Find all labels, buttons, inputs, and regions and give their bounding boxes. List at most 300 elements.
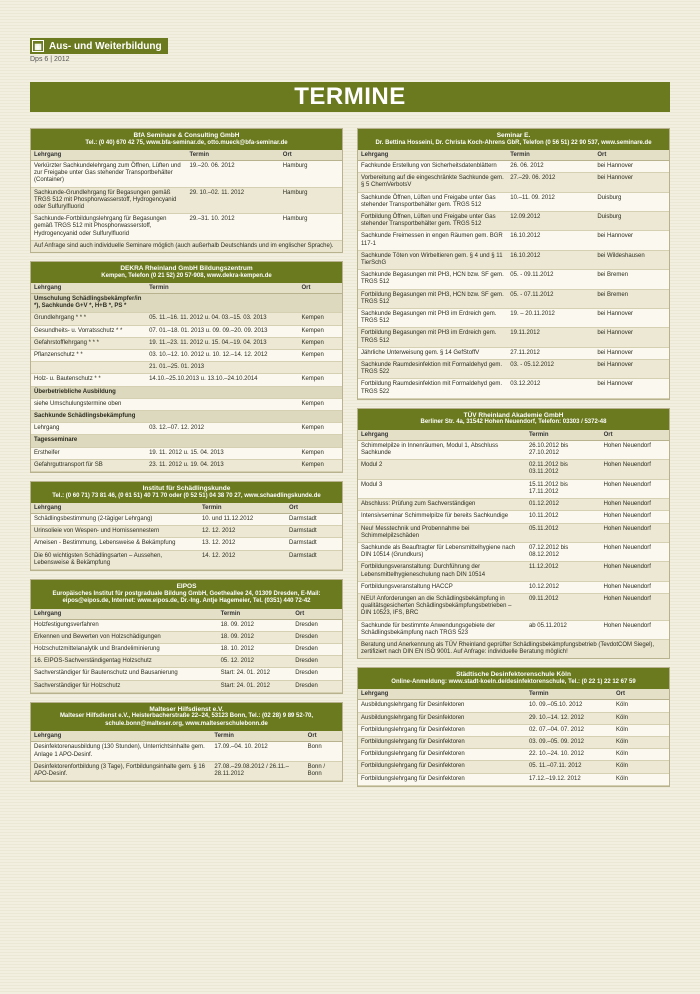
table-row (358, 289, 669, 308)
location-cell: bei Wildeshausen (594, 250, 669, 269)
date-cell: 05.11.2012 (526, 523, 601, 542)
course-cell: Desinfektorenausbildung (130 Stunden), Unterrichtsinhalte gem. Anlage 1 APO-Desinf. (31, 742, 211, 761)
course-cell: Tagesseminare (31, 435, 146, 447)
block-header (358, 409, 669, 430)
location-cell: bei Hannover (594, 379, 669, 398)
location-cell: Darmstadt (286, 538, 342, 550)
date-cell: 09.11.2012 (526, 593, 601, 620)
table-row (31, 386, 342, 398)
table-row (358, 562, 669, 581)
table-row (358, 542, 669, 561)
section-label: Aus- und Weiterbildung (49, 40, 162, 52)
org-name: DEKRA Rheinland GmbH Bildungszentrum (120, 265, 253, 273)
col-termin: Termin (199, 503, 286, 514)
table-row (31, 411, 342, 423)
date-cell: 16.10.2012 (507, 250, 594, 269)
course-cell: Fortbildung Öffnen, Lüften und Freigabe unter Gas stehender Transportbehälter gem. TRGS 512 (358, 212, 507, 231)
table-row (31, 619, 342, 631)
block-header (31, 129, 342, 150)
date-cell: 17.12.–19.12. 2012 (526, 773, 613, 785)
date-cell (146, 294, 298, 313)
course-cell: Fortbildung Begasungen mit PH3 im Erdreich gem. TRGS 512 (358, 328, 507, 347)
date-cell: ab 05.11.2012 (526, 620, 601, 639)
course-cell: Fortbildungslehrgang für Desinfektoren (358, 736, 526, 748)
location-cell (298, 411, 342, 423)
org-contact: Tel.: (0 40) 670 42 75, www.bfa-seminar.de, otto.mueck@bfa-seminar.de (85, 139, 288, 146)
table-row (31, 313, 342, 325)
table-row (358, 347, 669, 359)
date-cell: 05. 12. 2012 (218, 656, 293, 668)
date-cell: 18. 10. 2012 (218, 644, 293, 656)
block-header (358, 668, 669, 689)
course-cell: NEU! Anforderungen an die Schädlingsbekämpfung in qualitätsgesicherten Schädlingsbekämpfungsbetrieben – DIN 10523, IFS, BRC (358, 593, 526, 620)
location-cell: Köln (613, 773, 669, 785)
location-cell: Köln (613, 712, 669, 724)
date-cell: 15.11.2012 bis 17.11.2012 (526, 479, 601, 498)
course-cell: Fortbildung Raumdesinfektion mit Formaldehyd gem. TRGS 522 (358, 379, 507, 398)
date-cell: 05. 11.–16. 11. 2012 u. 04. 03.–15. 03. 2013 (146, 313, 298, 325)
table-row (358, 173, 669, 192)
tuv-block (357, 408, 670, 659)
col-termin: Termin (218, 609, 293, 620)
course-cell: Fortbildung Begasungen mit PH3, HCN bzw. SF gem. TRGS 512 (358, 289, 507, 308)
bfa-block (30, 128, 343, 253)
col-ort: Ort (305, 731, 342, 742)
course-cell: Sachkunde Raumdesinfektion mit Formaldehyd gem. TRGS 522 (358, 360, 507, 379)
course-cell: Schädlingsbestimmung (2-tägiger Lehrgang) (31, 514, 199, 526)
table-row (358, 712, 669, 724)
table-row (358, 440, 669, 459)
date-cell: 14. 12. 2012 (199, 550, 286, 569)
course-cell: Erkennen und Bewerten von Holzschädigungen (31, 631, 218, 643)
location-cell: bei Hannover (594, 360, 669, 379)
table-row (358, 523, 669, 542)
course-cell: Holzfestigungsverfahren (31, 619, 218, 631)
course-cell: Ameisen - Bestimmung, Lebensweise & Bekämpfung (31, 538, 199, 550)
table-row (31, 398, 342, 410)
date-cell: 19. – 20.11.2012 (507, 309, 594, 328)
course-cell: Umschulung Schädlingsbekämpfer/in *), Sachkunde G+V *, H+B *, PS * (31, 294, 146, 313)
table-row (31, 514, 342, 526)
col-termin: Termin (526, 430, 601, 441)
course-cell: Fortbildungsveranstaltung HACCP (358, 581, 526, 593)
course-cell: Jährliche Unterweisung gem. § 14 GefStoffV (358, 347, 507, 359)
table-row (358, 360, 669, 379)
org-contact: Europäisches Institut für postgraduale Bildung GmbH, Goetheallee 24, 01309 Dresden, E-Mail: eipos@eipos.de, Internet: www.eipos.de, Dr.-Ing. Antje Hagemeier, Tel. (0351) 440 72-42 (52, 590, 321, 605)
location-cell: Hohen Neuendorf (601, 542, 669, 561)
org-name: Malteser Hilfsdienst e.V. (149, 705, 224, 713)
table-row (31, 538, 342, 550)
date-cell: 03. 09.–05. 09. 2012 (526, 736, 613, 748)
course-cell: Lehrgang (31, 423, 146, 435)
section-tag (30, 38, 168, 54)
date-cell: 29. 10.–14. 12. 2012 (526, 712, 613, 724)
course-cell: Überbetriebliche Ausbildung (31, 386, 146, 398)
col-lehrgang: Lehrgang (31, 609, 218, 620)
table-row (358, 736, 669, 748)
block-note: Auf Anfrage sind auch individuelle Seminare möglich (auch außerhalb Deutschlands und im englischer Sprache). (31, 241, 342, 252)
location-cell: bei Hannover (594, 347, 669, 359)
date-cell: 29.–31. 10. 2012 (187, 214, 280, 241)
table-row (358, 250, 669, 269)
block-header (31, 580, 342, 609)
location-cell: Bonn (305, 742, 342, 761)
location-cell (298, 362, 342, 374)
location-cell: Köln (613, 736, 669, 748)
course-cell: Neu! Messtechnik und Probennahme bei Schimmelpilzschäden (358, 523, 526, 542)
course-cell: Fortbildungslehrgang für Desinfektoren (358, 724, 526, 736)
location-cell: Dresden (292, 668, 342, 680)
table-row (31, 294, 342, 313)
course-cell: Gesundheits- u. Vorratsschutz * * (31, 325, 146, 337)
table-row (358, 700, 669, 712)
course-cell: Pflanzenschutz * * (31, 350, 146, 362)
table-row (31, 447, 342, 459)
location-cell: Kempen (298, 423, 342, 435)
location-cell: bei Hannover (594, 309, 669, 328)
org-contact: Berliner Str. 4a, 31542 Hohen Neuendorf, Telefon: 03303 / 5372-48 (420, 419, 607, 426)
date-cell (146, 411, 298, 423)
block-header (31, 703, 342, 732)
schedule-table (31, 503, 342, 570)
course-cell: Sachkunde Freimessen in engen Räumen gem. BGR 117-1 (358, 231, 507, 250)
date-cell: 19. 11. 2012 u. 15. 04. 2013 (146, 447, 298, 459)
org-contact: Kempen, Telefon (0 21 52) 20 57-908, www.dekra-kempen.de (101, 272, 272, 279)
location-cell: Kempen (298, 325, 342, 337)
date-cell: 10.11.2012 (526, 511, 601, 523)
date-cell: 05. 11.–07.11. 2012 (526, 761, 613, 773)
table-row (31, 187, 342, 214)
course-cell: Sachkunde Schädlingsbekämpfung (31, 411, 146, 423)
org-contact: Malteser Hilfsdienst e.V., Heisterbacherstraße 22–24, 53123 Bonn, Tel.: (02 28) 9 89 52-70, schule.bonn@malteser.org, www.malteserschulebonn.de (59, 713, 314, 727)
location-cell: Duisburg (594, 212, 669, 231)
col-termin: Termin (187, 150, 280, 161)
org-name: Institut für Schädlingskunde (142, 485, 231, 493)
table-row (31, 656, 342, 668)
date-cell: 03. 10.–12. 10. 2012 u. 10. 12.–14. 12. 2012 (146, 350, 298, 362)
date-cell: 16.10.2012 (507, 231, 594, 250)
schedule-table (31, 731, 342, 781)
course-cell: Fortbildungslehrgang für Desinfektoren (358, 749, 526, 761)
table-row (358, 511, 669, 523)
location-cell: Kempen (298, 398, 342, 410)
location-cell: Dresden (292, 644, 342, 656)
course-cell: Urinsolieie von Wespen- und Hornissennestern (31, 526, 199, 538)
date-cell: 27.11.2012 (507, 347, 594, 359)
ifs-block (30, 481, 343, 571)
course-cell: Erstheifer (31, 447, 146, 459)
location-cell: Dresden (292, 680, 342, 692)
location-cell: Bonn / Bonn (305, 761, 342, 780)
date-cell: 10.12.2012 (526, 581, 601, 593)
date-cell: 10.–11. 09. 2012 (507, 192, 594, 211)
date-cell: 10. 09.–05.10. 2012 (526, 700, 613, 712)
location-cell: Köln (613, 724, 669, 736)
table-row (31, 214, 342, 241)
table-row (31, 742, 342, 761)
date-cell: Start: 24. 01. 2012 (218, 668, 293, 680)
course-cell (31, 362, 146, 374)
calendar-icon: ▦ (32, 40, 44, 52)
col-ort: Ort (601, 430, 669, 441)
date-cell: 26. 06. 2012 (507, 161, 594, 173)
col-termin: Termin (146, 283, 298, 294)
date-cell: 05. - 07.11.2012 (507, 289, 594, 308)
date-cell: 21. 01.–25. 01. 2013 (146, 362, 298, 374)
course-cell: Sachkunde Begasungen mit PH3 im Erdreich gem. TRGS 512 (358, 309, 507, 328)
schedule-table (358, 689, 669, 785)
date-cell: 22. 10.–24. 10. 2012 (526, 749, 613, 761)
col-lehrgang: Lehrgang (358, 430, 526, 441)
org-name: EIPOS (176, 583, 197, 591)
table-row (358, 192, 669, 211)
course-cell: Ausbildungslehrgang für Desinfektoren (358, 712, 526, 724)
date-cell: 11.12.2012 (526, 562, 601, 581)
col-ort: Ort (594, 150, 669, 161)
location-cell: Dresden (292, 656, 342, 668)
date-cell: 03.12.2012 (507, 379, 594, 398)
schedule-table (31, 150, 342, 241)
table-row (31, 526, 342, 538)
table-row (358, 724, 669, 736)
col-lehrgang: Lehrgang (31, 731, 211, 742)
schedule-table (31, 283, 342, 472)
col-lehrgang: Lehrgang (31, 150, 187, 161)
table-row (358, 309, 669, 328)
col-ort: Ort (286, 503, 342, 514)
page-title: TERMINE (30, 82, 670, 112)
location-cell: Kempen (298, 313, 342, 325)
table-row (31, 374, 342, 386)
table-row (358, 231, 669, 250)
location-cell: Hohen Neuendorf (601, 499, 669, 511)
date-cell: 27.–29. 06. 2012 (507, 173, 594, 192)
block-header (31, 262, 342, 283)
table-row (358, 328, 669, 347)
location-cell: Kempen (298, 374, 342, 386)
table-row (358, 212, 669, 231)
course-cell: Fachkunde Erstellung von Sicherheitsdatenblättern (358, 161, 507, 173)
table-row (358, 773, 669, 785)
course-cell: Sachverständiger für Holzschutz (31, 680, 218, 692)
location-cell: Köln (613, 700, 669, 712)
date-cell: 18. 09. 2012 (218, 619, 293, 631)
course-cell: Fortbildungsveranstaltung: Durchführung der Lebensmittelhygieneschulung nach DIN 10514 (358, 562, 526, 581)
col-lehrgang: Lehrgang (31, 283, 146, 294)
block-header (358, 129, 669, 150)
col-termin: Termin (507, 150, 594, 161)
table-row (358, 581, 669, 593)
date-cell: 27.08.–29.08.2012 / 26.11.–28.11.2012 (211, 761, 304, 780)
location-cell: Duisburg (594, 192, 669, 211)
table-row (31, 644, 342, 656)
course-cell: Sachkunde als Beauftragter für Lebensmittelhygiene nach DIN 10514 (Grundkurs) (358, 542, 526, 561)
course-cell: Ausbildungslehrgang für Desinfektoren (358, 700, 526, 712)
table-row (31, 350, 342, 362)
table-row (358, 761, 669, 773)
course-cell: Desinfektorenfortbildung (3 Tage), Fortbildungsinhalte gem. § 16 APO-Desinf. (31, 761, 211, 780)
location-cell: Darmstadt (286, 526, 342, 538)
table-row (31, 435, 342, 447)
location-cell: Hohen Neuendorf (601, 523, 669, 542)
course-cell: Fortbildungslehrgang für Desinfektoren (358, 761, 526, 773)
table-row (358, 749, 669, 761)
date-cell: 07.12.2012 bis 08.12.2012 (526, 542, 601, 561)
course-cell: Sachverständiger für Bautenschutz und Bausanierung (31, 668, 218, 680)
date-cell: 03. 12.–07. 12. 2012 (146, 423, 298, 435)
course-cell: Sachkunde für bestimmte Anwendungsgebiete der Schädlingsbekämpfung nach TRGS 523 (358, 620, 526, 639)
location-cell: Köln (613, 749, 669, 761)
date-cell: 01.12.2012 (526, 499, 601, 511)
date-cell: 10. und 11.12.2012 (199, 514, 286, 526)
col-ort: Ort (613, 689, 669, 700)
table-row (31, 631, 342, 643)
left-column (30, 128, 343, 790)
location-cell (298, 386, 342, 398)
location-cell (298, 294, 342, 313)
dekra-block (30, 261, 343, 473)
hosseini-block (357, 128, 670, 400)
date-cell: 03. - 05.12.2012 (507, 360, 594, 379)
table-row (31, 668, 342, 680)
block-header (31, 482, 342, 503)
course-cell: Vorbereitung auf die eingeschränkte Sachkunde gem. § 5 ChemVerbotsV (358, 173, 507, 192)
date-cell: 18. 09. 2012 (218, 631, 293, 643)
col-lehrgang: Lehrgang (358, 150, 507, 161)
course-cell: Sachkunde-Fortbildungslehrgang für Begasungen gemäß TRGS 512 mit Phosphorwasserstoff, Hydrogencyanid oder Sulfurylfluorid (31, 214, 187, 241)
date-cell: 12.09.2012 (507, 212, 594, 231)
location-cell: Dresden (292, 631, 342, 643)
location-cell: Hohen Neuendorf (601, 620, 669, 639)
table-row (358, 379, 669, 398)
course-cell: Die 60 wichtigsten Schädlingsarten – Aussehen, Lebensweise & Bekämpfung (31, 550, 199, 569)
course-cell: Modul 3 (358, 479, 526, 498)
location-cell: Hohen Neuendorf (601, 479, 669, 498)
block-note: Beratung und Anerkennung als TÜV Rheinland geprüfter Schädlingsbekämpfungsbetrieb (TevdotCOM Siegel), zertifiziert nach DIN EN ISO 9001. Auf Anfrage: individuelle Beratung möglich! (358, 640, 669, 658)
date-cell: 02. 07.–04. 07. 2012 (526, 724, 613, 736)
course-cell: Modul 2 (358, 460, 526, 479)
table-row (358, 479, 669, 498)
date-cell: 19.–20. 06. 2012 (187, 161, 280, 188)
date-cell: 14.10.–25.10.2013 u. 13.10.–24.10.2014 (146, 374, 298, 386)
table-row (358, 161, 669, 173)
org-name: Seminar E. (496, 132, 531, 139)
date-cell: 23. 11. 2012 u. 19. 04. 2013 (146, 459, 298, 471)
table-row (31, 161, 342, 188)
location-cell: bei Hannover (594, 173, 669, 192)
date-cell: 19. 11.–23. 11. 2012 u. 15. 04.–19. 04. 2013 (146, 337, 298, 349)
course-cell: Abschluss: Prüfung zum Sachverständigen (358, 499, 526, 511)
location-cell: Hamburg (280, 214, 342, 241)
col-lehrgang: Lehrgang (31, 503, 199, 514)
date-cell: 05. - 09.11.2012 (507, 270, 594, 289)
course-cell: Sachkunde Töten von Wirbeltieren gem. § 4 und § 11 TierSchG (358, 250, 507, 269)
right-column (357, 128, 670, 795)
course-cell: Sachkunde-Grundlehrgang für Begasungen gemäß TRGS 512 mit Phosphorwasserstoff, Hydrogencyanid oder Sulfurylfluorid (31, 187, 187, 214)
table-row (31, 325, 342, 337)
date-cell: 12. 12. 2012 (199, 526, 286, 538)
col-ort: Ort (280, 150, 342, 161)
location-cell: Hohen Neuendorf (601, 593, 669, 620)
table-row (358, 460, 669, 479)
date-cell: 13. 12. 2012 (199, 538, 286, 550)
location-cell: Dresden (292, 619, 342, 631)
koeln-block (357, 667, 670, 786)
location-cell: Hohen Neuendorf (601, 511, 669, 523)
course-cell: siehe Umschulungstermine oben (31, 398, 146, 410)
location-cell: Kempen (298, 337, 342, 349)
org-contact: Online-Anmeldung: www.stadt-koeln.de/desinfektorenschule, Tel.: (0 22 1) 22 12 67 59 (391, 678, 636, 685)
location-cell: Hohen Neuendorf (601, 440, 669, 459)
location-cell: Kempen (298, 350, 342, 362)
col-termin: Termin (211, 731, 304, 742)
malteser-block (30, 702, 343, 782)
date-cell (146, 386, 298, 398)
course-cell: Schimmelpilze in Innenräumen, Modul 1, Abschluss Sachkunde (358, 440, 526, 459)
table-row (31, 550, 342, 569)
col-termin: Termin (526, 689, 613, 700)
location-cell: Kempen (298, 447, 342, 459)
date-cell: 02.11.2012 bis 03.11.2012 (526, 460, 601, 479)
date-cell (146, 435, 298, 447)
date-cell: Start: 24. 01. 2012 (218, 680, 293, 692)
course-cell: 16. EIPOS-Sachverständigentag Holzschutz (31, 656, 218, 668)
course-cell: Intensivseminar Schimmelpilze für bereits Sachkundige (358, 511, 526, 523)
org-name: BfA Seminare & Consulting GmbH (133, 132, 240, 139)
col-lehrgang: Lehrgang (358, 689, 526, 700)
location-cell: Kempen (298, 459, 342, 471)
table-row (31, 362, 342, 374)
course-cell: Sachkunde Begasungen mit PH3, HCN bzw. SF gem. TRGS 512 (358, 270, 507, 289)
course-cell: Gefahrstofflehrgang * * * (31, 337, 146, 349)
course-cell: Sachkunde Öffnen, Lüften und Freigabe unter Gas stehender Transportbehälter gem. TRGS 512 (358, 192, 507, 211)
col-ort: Ort (298, 283, 342, 294)
date-cell: 07. 01.–18. 01. 2013 u. 09. 09.–20. 09. 2013 (146, 325, 298, 337)
table-row (358, 620, 669, 639)
table-row (358, 499, 669, 511)
location-cell: bei Hannover (594, 231, 669, 250)
org-contact: Dr. Bettina Hosseini, Dr. Christa Koch-Ahrens GbR, Telefon (0 56 51) 22 90 537, www.seminare.de (375, 139, 652, 146)
table-row (358, 593, 669, 620)
schedule-table (31, 609, 342, 693)
location-cell: bei Bremen (594, 270, 669, 289)
org-name: Städtische Desinfektorenschule Köln (456, 671, 571, 679)
course-cell: Holzschutzmittelanalytik und Brandeliminierung (31, 644, 218, 656)
table-row (31, 337, 342, 349)
date-cell (146, 398, 298, 410)
location-cell: bei Hannover (594, 328, 669, 347)
schedule-table (358, 150, 669, 399)
location-cell: Hamburg (280, 161, 342, 188)
table-row (31, 761, 342, 780)
course-cell: Fortbildungslehrgang für Desinfektoren (358, 773, 526, 785)
table-row (31, 423, 342, 435)
course-cell: Verkürzter Sachkundelehrgang zum Öffnen, Lüften und zur Freigabe unter Gas stehender Transportbehälter (Container) (31, 161, 187, 188)
issue-number: Dps 6 | 2012 (30, 56, 70, 63)
location-cell: Hamburg (280, 187, 342, 214)
location-cell: Hohen Neuendorf (601, 460, 669, 479)
course-cell: Holz- u. Bautenschutz * * (31, 374, 146, 386)
location-cell (298, 435, 342, 447)
location-cell: Hohen Neuendorf (601, 581, 669, 593)
location-cell: Darmstadt (286, 514, 342, 526)
org-name: TÜV Rheinland Akademie GmbH (463, 411, 564, 419)
col-ort: Ort (292, 609, 342, 620)
course-cell: Grundlehrgang * * * (31, 313, 146, 325)
location-cell: bei Bremen (594, 289, 669, 308)
table-row (358, 270, 669, 289)
location-cell: bei Hannover (594, 161, 669, 173)
